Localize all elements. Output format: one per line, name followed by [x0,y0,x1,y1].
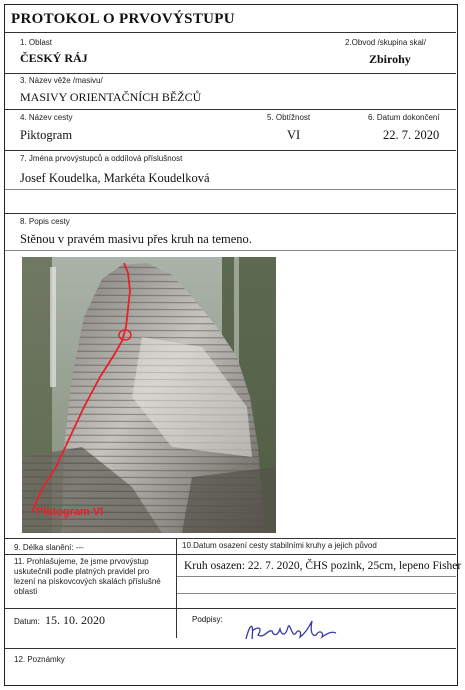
popis-label: 8. Popis cesty [20,217,70,226]
datum-value: 15. 10. 2020 [45,613,105,627]
divider [5,213,456,214]
slaneni-label: 9. Délka slanění: --- [14,543,84,552]
osazeni-label: 10.Datum osazení cesty stabilními kruhy a jejich původ [182,541,377,550]
vez-value: MASIVY ORIENTAČNÍCH BĚŽCŮ [20,90,202,104]
podpisy-label: Podpisy: [192,615,223,624]
divider [177,576,456,577]
signature [240,617,350,650]
divider [5,189,456,190]
datum-dokonceni-value: 22. 7. 2020 [383,128,440,142]
divider [5,538,456,539]
divider [5,73,456,74]
protocol-sheet [4,4,462,686]
obtiznost-value: VI [287,128,301,142]
divider [5,648,456,649]
cesta-value: Piktogram [20,128,73,142]
popis-value: Stěnou v pravém masivu přes kruh na temeno. [20,232,252,246]
divider [5,608,456,609]
route-photo-image [22,257,276,533]
datum-label: Datum: [14,617,40,626]
cesta-label: 4. Název cesty [20,113,73,122]
obvod-value: Zbirohy [369,52,411,66]
signature-image [240,617,350,645]
prvovystupci-label: 7. Jména prvovýstupců a oddílová příslušnost [20,154,183,163]
divider [176,538,177,638]
oblast-value: ČESKÝ RÁJ [20,51,88,65]
divider [5,554,456,555]
oblast-label: 1. Oblast [20,38,53,47]
datum-dokonceni-label: 6. Datum dokončení [368,113,440,122]
divider [5,250,456,251]
route-label: Piktogram VI [36,506,104,518]
divider [5,150,456,151]
obtiznost-label: 5. Obtížnost [267,113,311,122]
divider [5,32,456,33]
obvod-label: 2.Obvod /skupina skal/ [345,38,426,47]
route-photo [22,257,276,533]
poznamky-label: 12. Poznámky [14,655,65,664]
divider [177,593,456,594]
prohlaseni-label: 11. Prohlašujeme, že jsme prvovýstup uskutečnili podle platných pravidel pro lezení na pískovcových skalách příslušné oblasti [14,557,161,596]
osazeni-value: Kruh osazen: 22. 7. 2020, ČHS pozink, 25cm, lepeno Fisher [184,560,462,572]
document-title: PROTOKOL O PRVOVÝSTUPU [11,11,235,27]
vez-label: 3. Název věže /masivu/ [20,76,103,85]
divider [5,109,456,110]
prvovystupci-value: Josef Koudelka, Markéta Koudelková [20,171,210,185]
